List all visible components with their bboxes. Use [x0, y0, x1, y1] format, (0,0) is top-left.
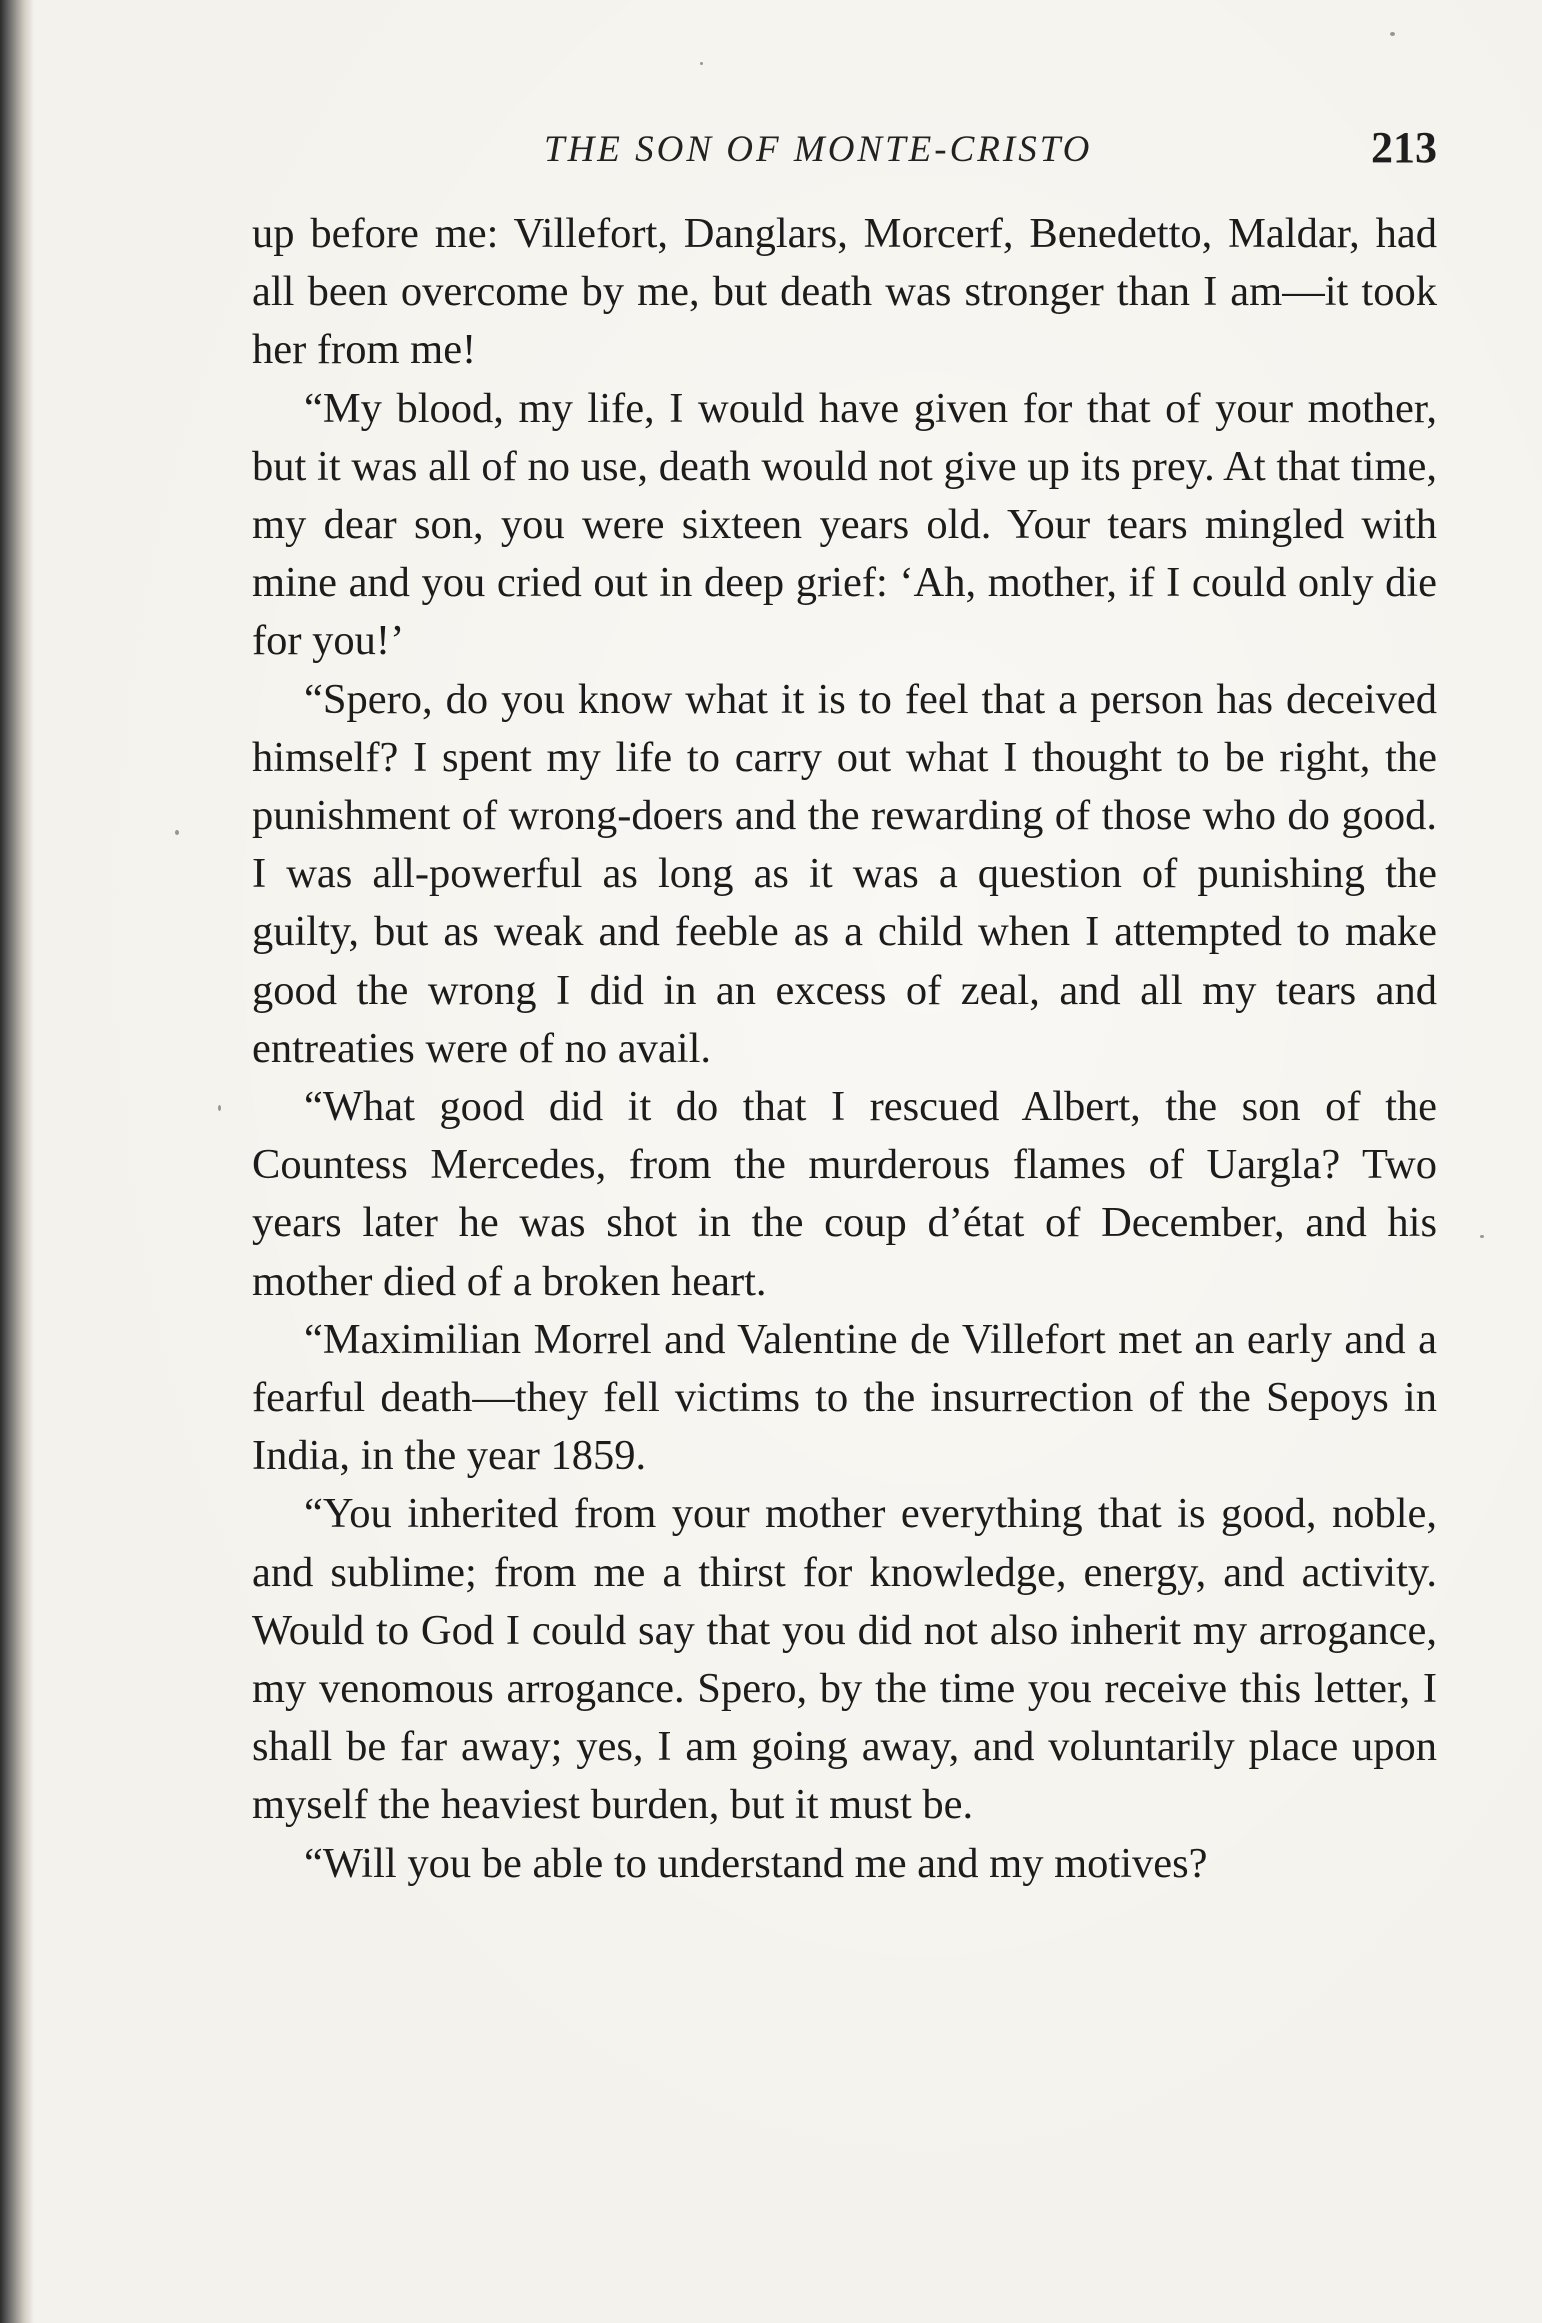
paper-speck [218, 1105, 221, 1111]
paragraph-2: “My blood, my life, I would have given for that of your mother, but it was all of no use, death would not give up its prey. At that time, my dear son, you were sixteen years old. Your tears mingled with mine and you cried out in deep grief: ‘Ah, mother, if I could only die for you!’ [252, 384, 1437, 665]
paragraph-3: “Spero, do you know what it is to feel that a person has deceived himself? I spent my life to carry out what I thought to be right, the punishment of wrong-doers and the rewarding of those who do good. I was all-powerful as long as it was a question of punishing the guilty, but as weak and feeble as a child when I attempted to make good the wrong I did in an excess of zeal, and all my tears and entreaties were of no avail. [252, 675, 1437, 1072]
paragraph-4: “What good did it do that I rescued Albert, the son of the Countess Mercedes, from the murderous flames of Uargla? Two years later he was shot in the coup d’état of December, and his mother died of a broken heart. [252, 1083, 1437, 1305]
paragraph-1: up before me: Villefort, Danglars, Morcerf, Benedetto, Maldar, had all been overcome by me, but death was stronger than I am—it took her from me! [252, 210, 1437, 374]
body-text [252, 205, 1437, 1893]
paper-speck [175, 830, 179, 835]
paper-speck [1390, 32, 1395, 36]
paragraph-6: “You inherited from your mother everything that is good, noble, and sublime; from me a thirst for knowledge, energy, and activity. Would to God I could say that you did not also inherit my arrogance, my venomous arrogance. Spero, by the time you receive this letter, I shall be far away; yes, I am going away, and voluntarily place upon myself the heaviest burden, but it must be. [252, 1490, 1437, 1829]
running-title: THE SON OF MONTE-CRISTO [544, 129, 1093, 170]
paragraph-5: “Maximilian Morrel and Valentine de Villefort met an early and a fearful death—they fell victims to the insurrection of the Sepoys in India, in the year 1859. [252, 1315, 1437, 1480]
binding-gutter-shadow [0, 0, 34, 2323]
paper-speck [1480, 1235, 1484, 1238]
page-number: 213 [1371, 123, 1437, 172]
paragraph-7: “Will you be able to understand me and my motives? [304, 1839, 1208, 1887]
running-head [252, 122, 1437, 182]
paper-speck [700, 62, 703, 65]
